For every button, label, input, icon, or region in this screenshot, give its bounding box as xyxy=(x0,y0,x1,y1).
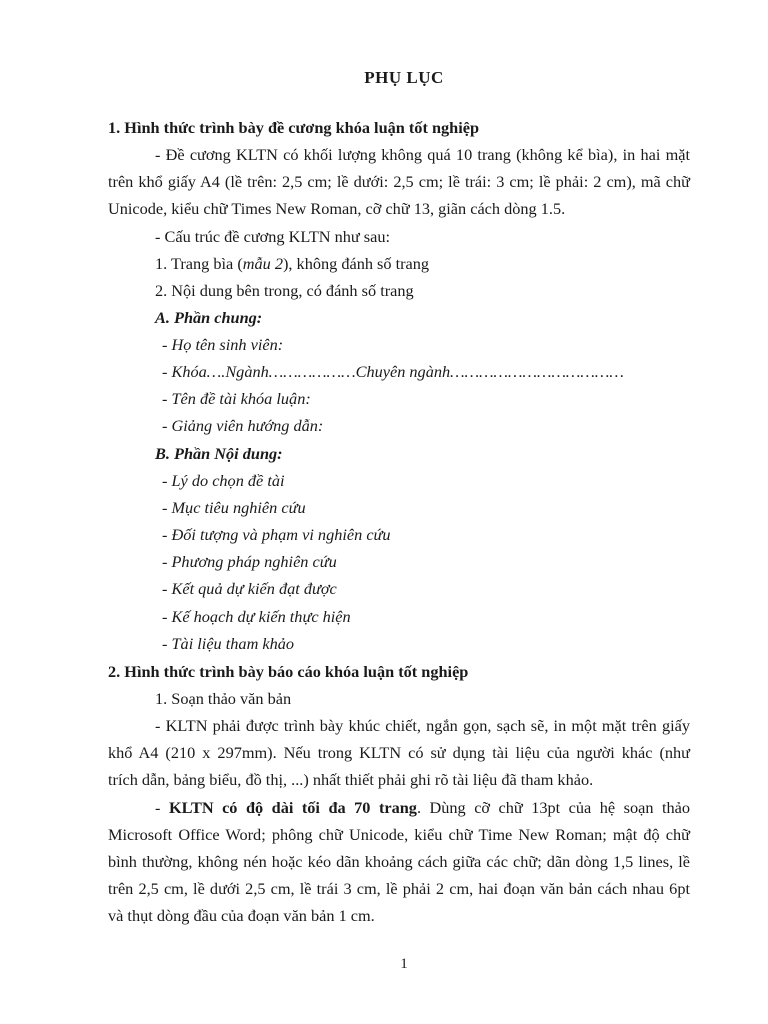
section2-para1-line2: khổ A4 (210 x 297mm). Nếu trong KLTN có sử dụng tài liệu của người khác (như xyxy=(108,743,690,762)
page-number: 1 xyxy=(400,956,408,972)
part-a-item: - Họ tên sinh viên: xyxy=(162,335,284,354)
structure-item-1-italic: mẫu 2 xyxy=(242,254,283,273)
section2-para2-bold: KLTN có độ dài tối đa 70 trang xyxy=(168,798,417,817)
part-b-item: - Phương pháp nghiên cứu xyxy=(162,552,337,571)
section2-heading: 2. Hình thức trình bày báo cáo khóa luận tốt nghiệp xyxy=(108,662,469,681)
page-title: PHỤ LỤC xyxy=(364,68,444,87)
section1-para1-line3: Unicode, kiểu chữ Times New Roman, cỡ chữ 13, giãn cách dòng 1.5. xyxy=(108,199,566,218)
section2-sub1: 1. Soạn thảo văn bản xyxy=(155,689,292,708)
part-b-item: - Mục tiêu nghiên cứu xyxy=(162,498,306,517)
structure-item-1-prefix: 1. Trang bìa ( xyxy=(155,254,243,273)
section2-para1-line1: - KLTN phải được trình bày khúc chiết, ngắn gọn, sạch sẽ, in một mặt trên giấy xyxy=(155,716,690,735)
section2-para2-line4: trên 2,5 cm, lề dưới 2,5 cm, lề trái 3 cm, lề phải 2 cm, hai đoạn văn bản cách nhau 6pt xyxy=(108,879,690,898)
part-a-item: - Giảng viên hướng dẫn: xyxy=(162,416,324,435)
section2-para2-dash: - xyxy=(155,798,169,817)
structure-item-1-suffix: ), không đánh số trang xyxy=(283,254,430,273)
section2-para2-line5: và thụt dòng đầu của đoạn văn bản 1 cm. xyxy=(108,906,375,925)
section1-para1-line1: - Đề cương KLTN có khối lượng không quá 10 trang (không kể bìa), in hai mặt xyxy=(155,145,690,164)
part-b-item: - Kế hoạch dự kiến thực hiện xyxy=(162,607,351,626)
part-b-item: - Lý do chọn đề tài xyxy=(162,471,285,490)
part-b-item: - Kết quả dự kiến đạt được xyxy=(162,579,337,598)
part-b-heading: B. Phần Nội dung: xyxy=(155,444,283,463)
section2-para2-line2: Microsoft Office Word; phông chữ Unicode, kiểu chữ Time New Roman; mật độ chữ xyxy=(108,825,690,844)
part-a-heading: A. Phần chung: xyxy=(155,308,263,327)
structure-item-1 xyxy=(155,254,429,274)
section1-para1-line2: trên khổ giấy A4 (lề trên: 2,5 cm; lề dưới: 2,5 cm; lề trái: 3 cm; lề phải: 2 cm), mã chữ xyxy=(108,172,690,191)
part-a-item: - Tên đề tài khóa luận: xyxy=(162,389,311,408)
part-b-item: - Tài liệu tham khảo xyxy=(162,634,295,653)
section2-para1-line3: trích dẫn, bảng biểu, đồ thị, ...) nhất thiết phải ghi rõ tài liệu đã tham khảo. xyxy=(108,770,594,789)
part-a-item: - Khóa….Ngành………………Chuyên ngành……………………………… xyxy=(162,362,624,381)
section2-para2-line1 xyxy=(155,798,690,818)
section2-para2-line1-rest: . Dùng cỡ chữ 13pt của hệ soạn thảo xyxy=(416,798,691,817)
part-b-item: - Đối tượng và phạm vi nghiên cứu xyxy=(162,525,391,544)
section1-heading: 1. Hình thức trình bày đề cương khóa luận tốt nghiệp xyxy=(108,118,479,137)
structure-item-2: 2. Nội dung bên trong, có đánh số trang xyxy=(155,281,414,300)
structure-intro: - Cấu trúc đề cương KLTN như sau: xyxy=(155,227,391,246)
section2-para2-line3: bình thường, không nén hoặc kéo dãn khoảng cách giữa các chữ; dãn dòng 1,5 lines, lề xyxy=(108,852,690,871)
